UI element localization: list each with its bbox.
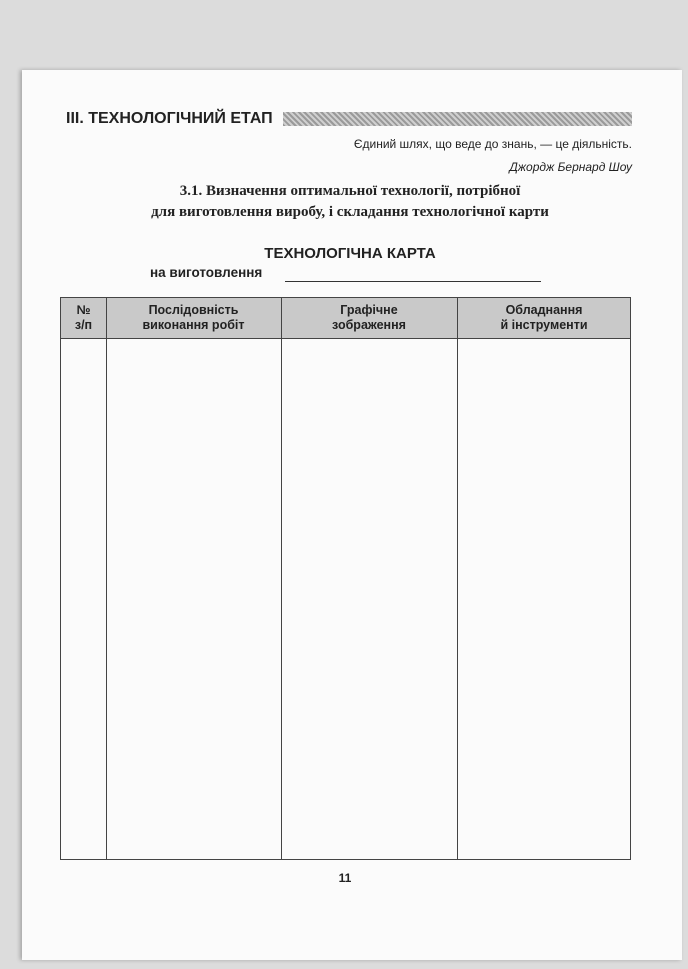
header-decorative-bar xyxy=(283,112,632,126)
tech-map-fill-line xyxy=(285,281,541,282)
tech-map-title: ТЕХНОЛОГІЧНА КАРТА xyxy=(264,245,436,262)
subsection-title-line1: 3.1. Визначення оптимальної технології, потрібної xyxy=(179,183,521,199)
epigraph-quote: Єдиний шлях, що веде до знань, — це діяльність. xyxy=(353,137,632,151)
column-header-graphic: Графічне зображення xyxy=(332,303,406,332)
column-divider xyxy=(281,298,282,859)
subsection-title-line2: для виготовлення виробу, і складання технологічної карти xyxy=(151,204,549,220)
tech-map-subtitle: на виготовлення xyxy=(150,265,263,280)
tech-map-table xyxy=(60,297,631,860)
column-divider xyxy=(106,298,107,859)
column-divider xyxy=(457,298,458,859)
column-header-sequence: Послідовність виконання робіт xyxy=(142,303,245,332)
column-header-number: № з/п xyxy=(74,303,93,332)
section-header xyxy=(66,108,632,130)
epigraph-author: Джордж Бернард Шоу xyxy=(509,160,632,174)
section-title: III. ТЕХНОЛОГІЧНИЙ ЕТАП xyxy=(66,110,273,127)
page-number: 11 xyxy=(338,871,352,885)
column-header-equipment: Обладнання й інструменти xyxy=(500,303,588,332)
table-header-row xyxy=(61,298,630,339)
